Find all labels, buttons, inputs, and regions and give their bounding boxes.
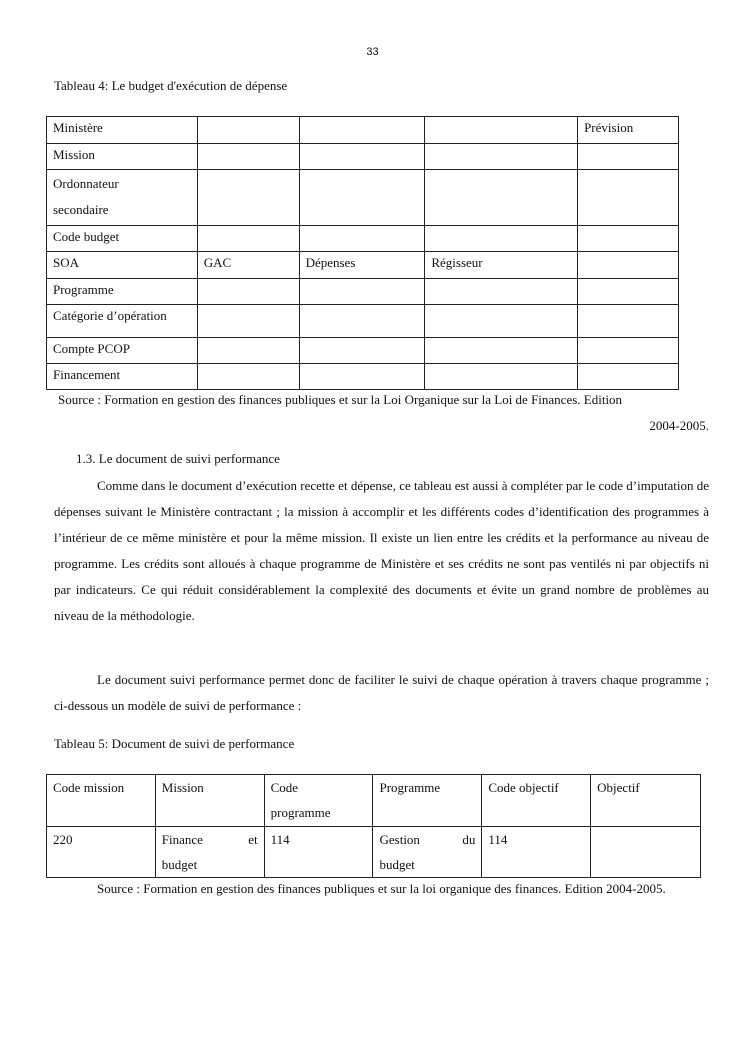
table-row xyxy=(47,279,679,305)
table-cell: SOA xyxy=(47,252,198,279)
column-header: Code objectif xyxy=(482,775,591,827)
table-cell: Ministère xyxy=(47,117,198,144)
table-row xyxy=(47,305,679,338)
budget-execution-table xyxy=(46,116,679,390)
table4-source: Source : Formation en gestion des finances publiques et sur la Loi Organique sur la Loi de Finances. Edition 2004-2005. xyxy=(58,392,709,433)
table-row xyxy=(47,338,679,364)
table-cell: Financement xyxy=(47,364,198,390)
table-cell: Code budget xyxy=(47,226,198,252)
page-number: 33 xyxy=(366,46,379,58)
prevision-header: Prévision xyxy=(578,117,679,144)
paragraph: Le document suivi performance permet donc de faciliter le suivi de chaque opération à travers chaque programme ; ci-dessous un modèle de suivi de performance : xyxy=(54,672,709,713)
column-header: Objectif xyxy=(591,775,701,827)
table-cell: 114 xyxy=(482,827,591,878)
table-row xyxy=(47,170,679,226)
table-cell: Catégorie d’opération xyxy=(47,305,198,338)
table5-source: Source : Formation en gestion des finances publiques et sur la loi organique des finances. Edition 2004-2005. xyxy=(97,881,666,896)
table-cell xyxy=(591,827,701,878)
table-row xyxy=(47,226,679,252)
table-cell: Régisseur xyxy=(425,252,578,279)
column-header: Programme xyxy=(373,775,482,827)
table5-caption: Tableau 5: Document de suivi de performance xyxy=(54,736,295,751)
section-heading: 1.3. Le document de suivi performance xyxy=(76,451,280,466)
column-header: Code programme xyxy=(264,775,373,827)
table-row xyxy=(47,827,701,878)
table-cell: Ordonnateur secondaire xyxy=(47,170,198,226)
table-row xyxy=(47,117,679,144)
table-header-row xyxy=(47,775,701,827)
column-header: Mission xyxy=(155,775,264,827)
table-row xyxy=(47,364,679,390)
table-cell: Finance et budget xyxy=(155,827,264,878)
table-row xyxy=(47,252,679,279)
table-cell: Mission xyxy=(47,144,198,170)
column-header: Code mission xyxy=(47,775,156,827)
paragraph: Comme dans le document d’exécution recette et dépense, ce tableau est aussi à compléter par le code d’imputation de dépenses suivant le Ministère contractant ; la mission à accomplir et les différents codes d’identification des programmes à l’intérieur de ce même ministère et pour la même mission. Il existe un lien entre les crédits et la performance au niveau de programme. Les crédits sont alloués à chaque programme de Ministère et ses crédits ne sont pas ventilés ni par objectifs ni par indicateurs. Ce qui réduit considérablement la complexité des documents et évite un grand nombre de problèmes au niveau de la méthodologie. xyxy=(54,478,709,623)
table-cell: Programme xyxy=(47,279,198,305)
performance-tracking-table xyxy=(46,774,701,878)
table-cell: Compte PCOP xyxy=(47,338,198,364)
table-cell: GAC xyxy=(197,252,299,279)
table-cell: 114 xyxy=(264,827,373,878)
table-row xyxy=(47,144,679,170)
table-cell: Gestion du budget xyxy=(373,827,482,878)
table4-caption: Tableau 4: Le budget d'exécution de dépense xyxy=(54,78,288,93)
table-cell: Dépenses xyxy=(299,252,425,279)
table-cell: 220 xyxy=(47,827,156,878)
